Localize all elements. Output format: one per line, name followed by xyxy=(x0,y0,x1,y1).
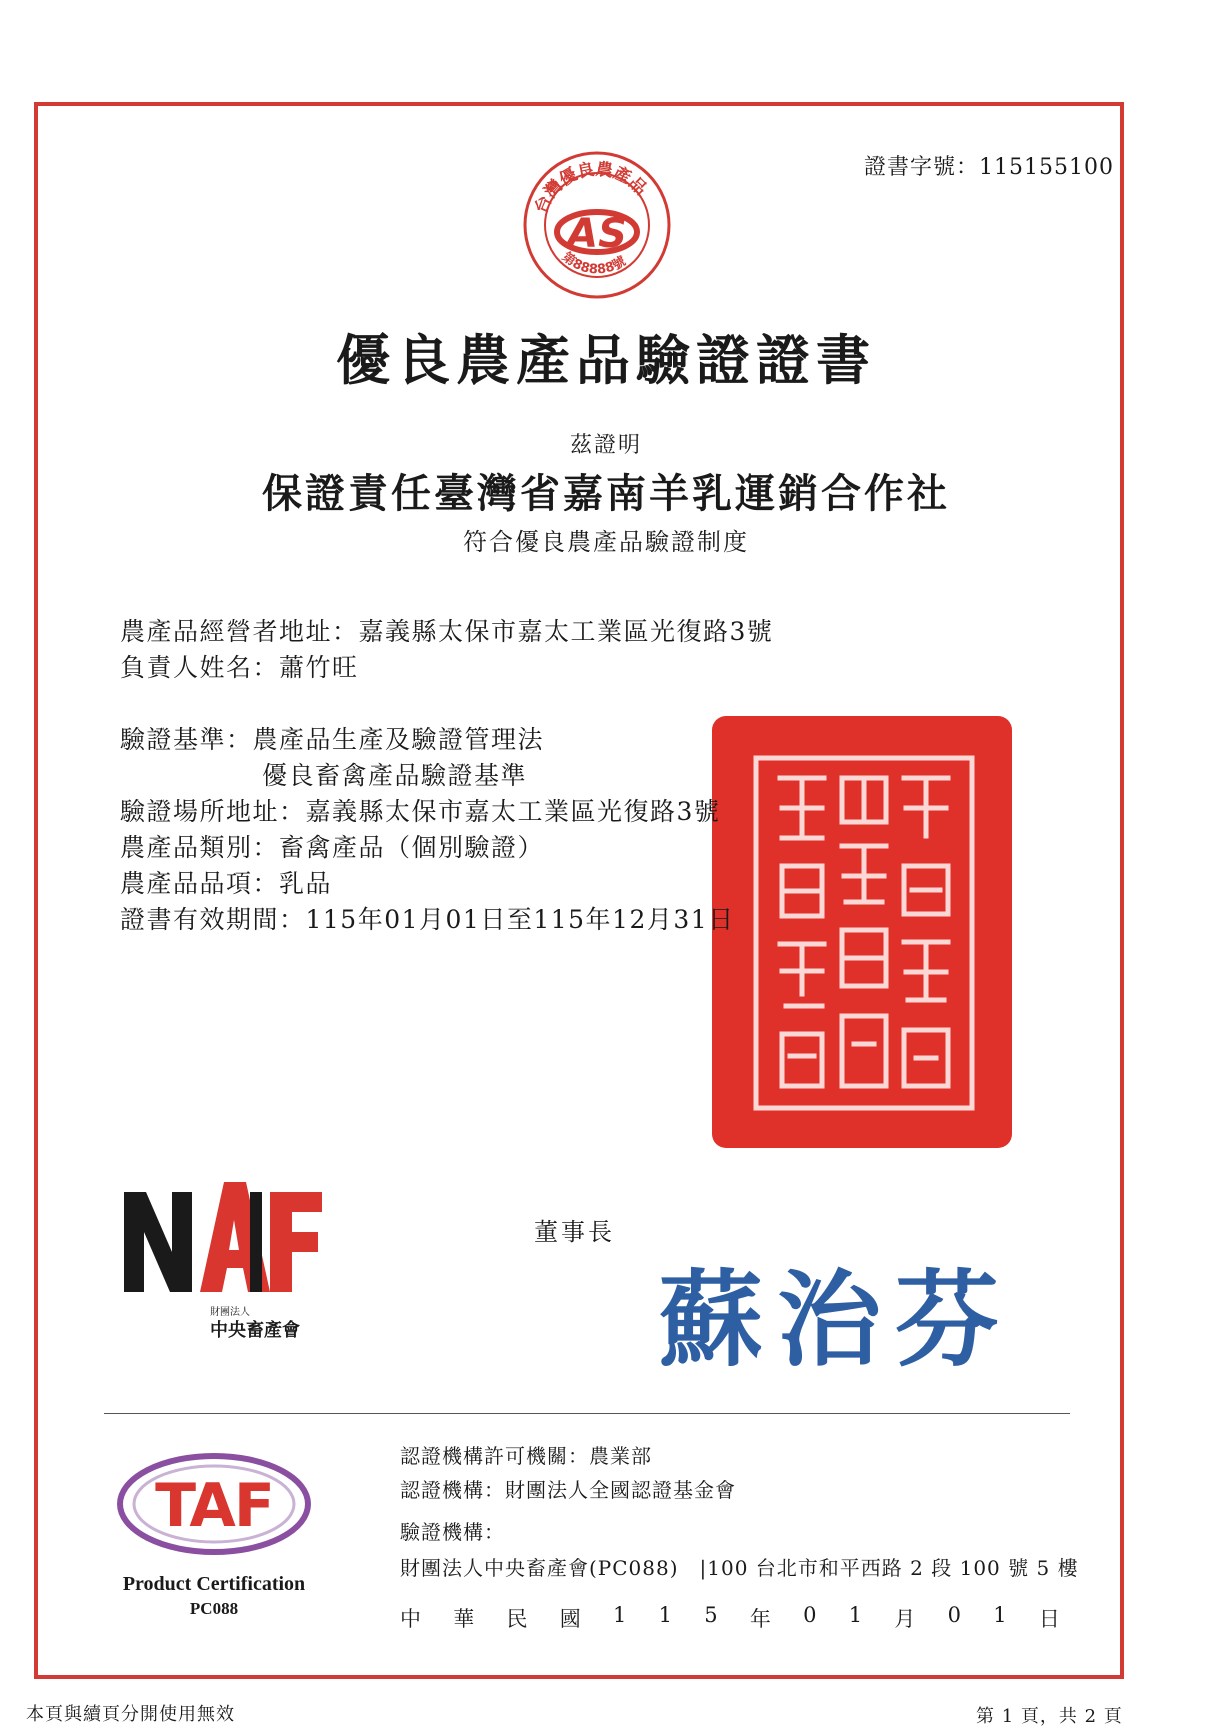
taf-logo xyxy=(112,1436,322,1626)
certificate-number: 證書字號：115155100 xyxy=(864,155,1114,180)
naif-subtitle-small: 財團法人 xyxy=(210,1307,250,1318)
validity-period: 證書有效期間：115年01月01日至115年12月31日 xyxy=(120,905,735,934)
standard-line-1: 驗證基準：農產品生產及驗證管理法 xyxy=(120,725,545,754)
conformity-statement: 符合優良農產品驗證制度 xyxy=(463,528,749,556)
as-logo-mark: AS xyxy=(567,211,627,257)
naif-subtitle: 中央畜產會 xyxy=(210,1320,300,1341)
date-char: 國 xyxy=(559,1607,581,1631)
page-title: 優良農產品驗證證書 xyxy=(336,328,876,392)
as-logo xyxy=(522,150,672,300)
date-char: 年 xyxy=(749,1607,771,1631)
standard-line-2: 優良畜禽產品驗證基準 xyxy=(262,761,528,790)
date-char: 民 xyxy=(506,1607,528,1631)
taf-caption: Product Certification xyxy=(122,1573,306,1595)
certification-body: 財團法人中央畜產會(PC088) |100 台北市和平西路 2 段 100 號 5 樓 xyxy=(400,1556,1079,1580)
date-char: 0 xyxy=(803,1603,817,1627)
date-char: 日 xyxy=(1038,1607,1060,1631)
date-char: 1 xyxy=(658,1603,672,1627)
date-char: 中 xyxy=(400,1607,421,1631)
date-char: 1 xyxy=(848,1603,863,1627)
signature-text: 蘇治芬 xyxy=(658,1258,1014,1381)
naif-logo xyxy=(120,1178,350,1346)
accreditation-authority: 認證機構許可機關：農業部 xyxy=(400,1444,652,1468)
site-address: 驗證場所地址：嘉義縣太保市嘉太工業區光復路3號 xyxy=(120,797,721,826)
hereby-label: 茲證明 xyxy=(569,433,642,458)
certification-body-label: 驗證機構： xyxy=(400,1520,505,1544)
as-logo-serial: 第88888號 xyxy=(558,249,629,278)
footer-validity-note: 本頁與續頁分開使用無效 xyxy=(26,1704,235,1725)
chairman-signature xyxy=(636,1246,1036,1386)
date-char: 月 xyxy=(894,1607,916,1631)
product-category: 農產品類別：畜禽產品（個別驗證） xyxy=(120,833,545,862)
official-seal-icon xyxy=(712,716,1012,1148)
operator-address: 農產品經營者地址：嘉義縣太保市嘉太工業區光復路3號 xyxy=(120,617,774,646)
date-char: 1 xyxy=(993,1603,1007,1627)
product-item: 農產品品項：乳品 xyxy=(120,869,333,898)
responsible-person: 負責人姓名：蕭竹旺 xyxy=(120,653,359,682)
chairman-title: 董事長 xyxy=(534,1218,615,1246)
accreditation-body: 認證機構：財團法人全國認證基金會 xyxy=(400,1478,736,1502)
section-divider xyxy=(104,1413,1070,1414)
date-char: 1 xyxy=(613,1603,627,1627)
as-logo-text: 台灣優良農產品 xyxy=(531,159,651,217)
taf-mark: TAF xyxy=(155,1471,273,1541)
organization-name: 保證責任臺灣省嘉南羊乳運銷合作社 xyxy=(262,470,950,517)
taf-code: PC088 xyxy=(189,1599,239,1618)
date-char: 5 xyxy=(704,1603,718,1627)
date-char: 華 xyxy=(453,1607,475,1631)
footer-page-number: 第 1 頁，共 2 頁 xyxy=(976,1706,1123,1727)
issue-date xyxy=(400,1603,1060,1633)
date-char: 0 xyxy=(947,1603,961,1627)
